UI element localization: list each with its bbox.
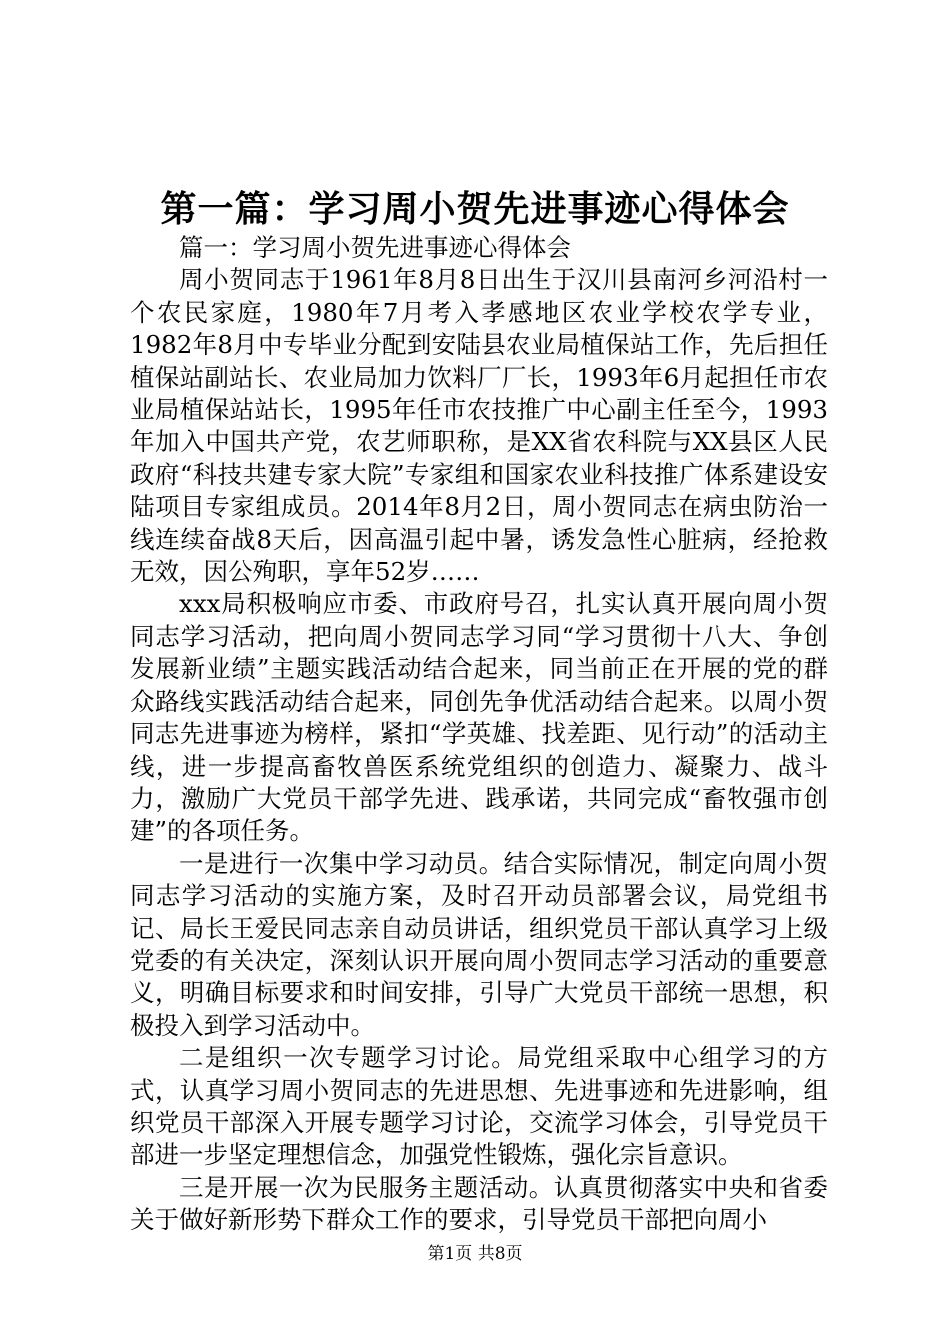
- page-number-footer: 第1页 共8页: [427, 1244, 523, 1264]
- paragraph-point-one: 一是进行一次集中学习动员。结合实际情况，制定向周小贺同志学习活动的实施方案，及时召开动员部署会议，局党组书记、局长王爱民同志亲自动员讲话，组织党员干部认真学习上级党委的有关决定，深刻认识开展向周小贺同志学习活动的重要意义，明确目标要求和时间安排，引导广大党员干部统一思想，积极投入到学习活动中。: [130, 848, 828, 1040]
- paragraph-subtitle: 篇一：学习周小贺先进事迹心得体会: [179, 233, 571, 262]
- paragraph-biography: 周小贺同志于1961年8月8日出生于汉川县南河乡河沿村一个农民家庭，1980年7月考入孝感地区农业学校农学专业，1982年8月中专毕业分配到安陆县农业局植保站工作，先后担任植保站副站长、农业局加力饮料厂厂长，1993年6月起担任市农业局植保站站长，1995年任市农技推广中心副主任至今，1993年加入中国共产党，农艺师职称，是XX省农科院与XX县区人民政府“科技共建专家大院”专家组和国家农业科技推广体系建设安陆项目专家组成员。2014年8月2日，周小贺同志在病虫防治一线连续奋战8天后，因高温引起中暑，诱发急性心脏病，经抢救无效，因公殉职，享年52岁……: [130, 265, 828, 587]
- document-body: [130, 232, 828, 1237]
- paragraph-activity-overview: xxx局积极响应市委、市政府号召，扎实认真开展向周小贺同志学习活动，把向周小贺同志学习同“学习贯彻十八大、争创发展新业绩”主题实践活动结合起来，同当前正在开展的党的群众路线实践活动结合起来，同创先争优活动结合起来。以周小贺同志先进事迹为榜样，紧扣“学英雄、找差距、见行动”的活动主线，进一步提高畜牧兽医系统党组织的创造力、凝聚力、战斗力，激励广大党员干部学先进、践承诺，共同完成“畜牧强市创建”的各项任务。: [130, 589, 828, 846]
- document-title: 第一篇：学习周小贺先进事迹心得体会: [160, 188, 790, 230]
- paragraph-point-three: 三是开展一次为民服务主题活动。认真贯彻落实中央和省委关于做好新形势下群众工作的要求，引导党员干部把向周小: [130, 1172, 828, 1235]
- paragraph-point-two: 二是组织一次专题学习讨论。局党组采取中心组学习的方式，认真学习周小贺同志的先进思想、先进事迹和先进影响，组织党员干部深入开展专题学习讨论，交流学习体会，引导党员干部进一步坚定理想信念，加强党性锻炼，强化宗旨意识。: [130, 1043, 828, 1170]
